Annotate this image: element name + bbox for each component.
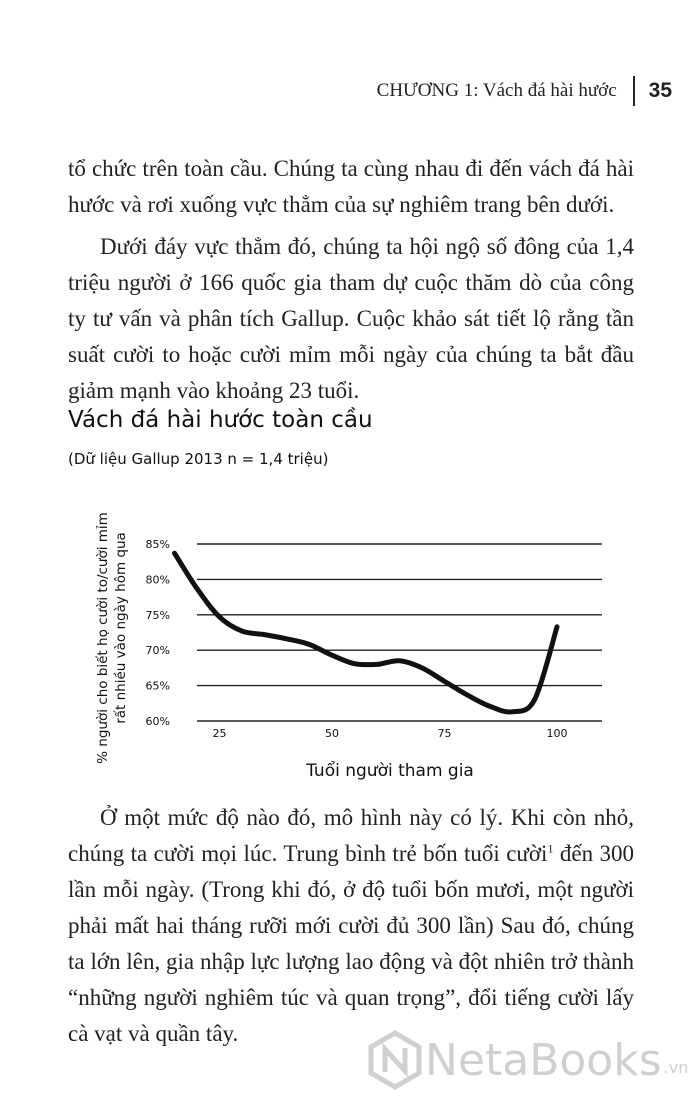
y-axis-label-line2: rất nhiều vào ngày hôm qua: [113, 532, 129, 724]
paragraph-3-text-a: Ở một mức độ nào đó, mô hình này có lý. Khi còn nhỏ, chúng ta cười mọi lúc. Trung bình trẻ bốn tuổi cười: [68, 805, 634, 866]
y-tick-label: 85%: [145, 538, 170, 551]
y-tick-label: 70%: [145, 644, 170, 658]
paragraph-1: tổ chức trên toàn cầu. Chúng ta cùng nhau đi đến vách đá hài hước và rơi xuống vực thẳm của sự nghiêm trang bên dưới.: [68, 156, 634, 217]
running-header: [377, 76, 672, 106]
paragraph-2: Dưới đáy vực thẳm đó, chúng ta hội ngộ số đông của 1,4 triệu người ở 166 quốc gia tham dự cuộc thăm dò của công ty tư vấn và phân tích Gallup. Cuộc khảo sát tiết lộ rằng tần suất cười to hoặc cười mỉm mỗi ngày của chúng ta bắt đầu giảm mạnh vào khoảng 23 tuổi.: [68, 234, 634, 403]
y-tick-labels: [146, 538, 170, 728]
x-tick-label: 25: [212, 727, 227, 740]
paragraph-3-text-b: đến 300 lần mỗi ngày. (Trong khi đó, ở độ tuổi bốn mươi, một người phải mất hai tháng rưỡi mới cười đủ 300 lần) Sau đó, chúng ta lớn lên, gia nhập lực lượng lao động và đột nhiên trở thành “những người nghiêm túc và quan trọng”, đổi tiếng cười lấy cà vạt và quần tây.: [68, 841, 634, 1046]
x-axis-label: Tuổi người tham gia: [306, 761, 474, 781]
chapter-title: CHƯƠNG 1: Vách đá hài hước: [376, 80, 617, 101]
footnote-marker: 1: [547, 841, 554, 856]
y-tick-label: 65%: [145, 679, 170, 693]
watermark: [365, 1030, 688, 1090]
x-tick-label: 75: [437, 727, 452, 740]
line-chart: [90, 488, 620, 788]
watermark-tld: .vn: [663, 1057, 689, 1077]
watermark-brand: NetaBooks: [425, 1034, 662, 1086]
y-tick-label: 80%: [145, 573, 170, 587]
y-tick-label: 75%: [145, 608, 170, 622]
series-line: [175, 553, 558, 712]
y-axis-label-line1: % người cho biết họ cười to/cười mỉm: [95, 512, 111, 764]
header-divider: [633, 76, 635, 106]
x-tick-label: 100: [546, 727, 568, 740]
page-number: 35: [648, 79, 672, 102]
y-tick-label: 60%: [145, 715, 170, 728]
paragraph-3: [68, 800, 634, 1052]
x-tick-label: 50: [325, 727, 339, 740]
netabooks-logo-icon: [365, 1030, 425, 1090]
figure-subtitle: (Dữ liệu Gallup 2013 n = 1,4 triệu): [68, 450, 329, 468]
x-tick-labels: [213, 727, 568, 740]
figure-title: Vách đá hài hước toàn cầu: [68, 407, 373, 433]
